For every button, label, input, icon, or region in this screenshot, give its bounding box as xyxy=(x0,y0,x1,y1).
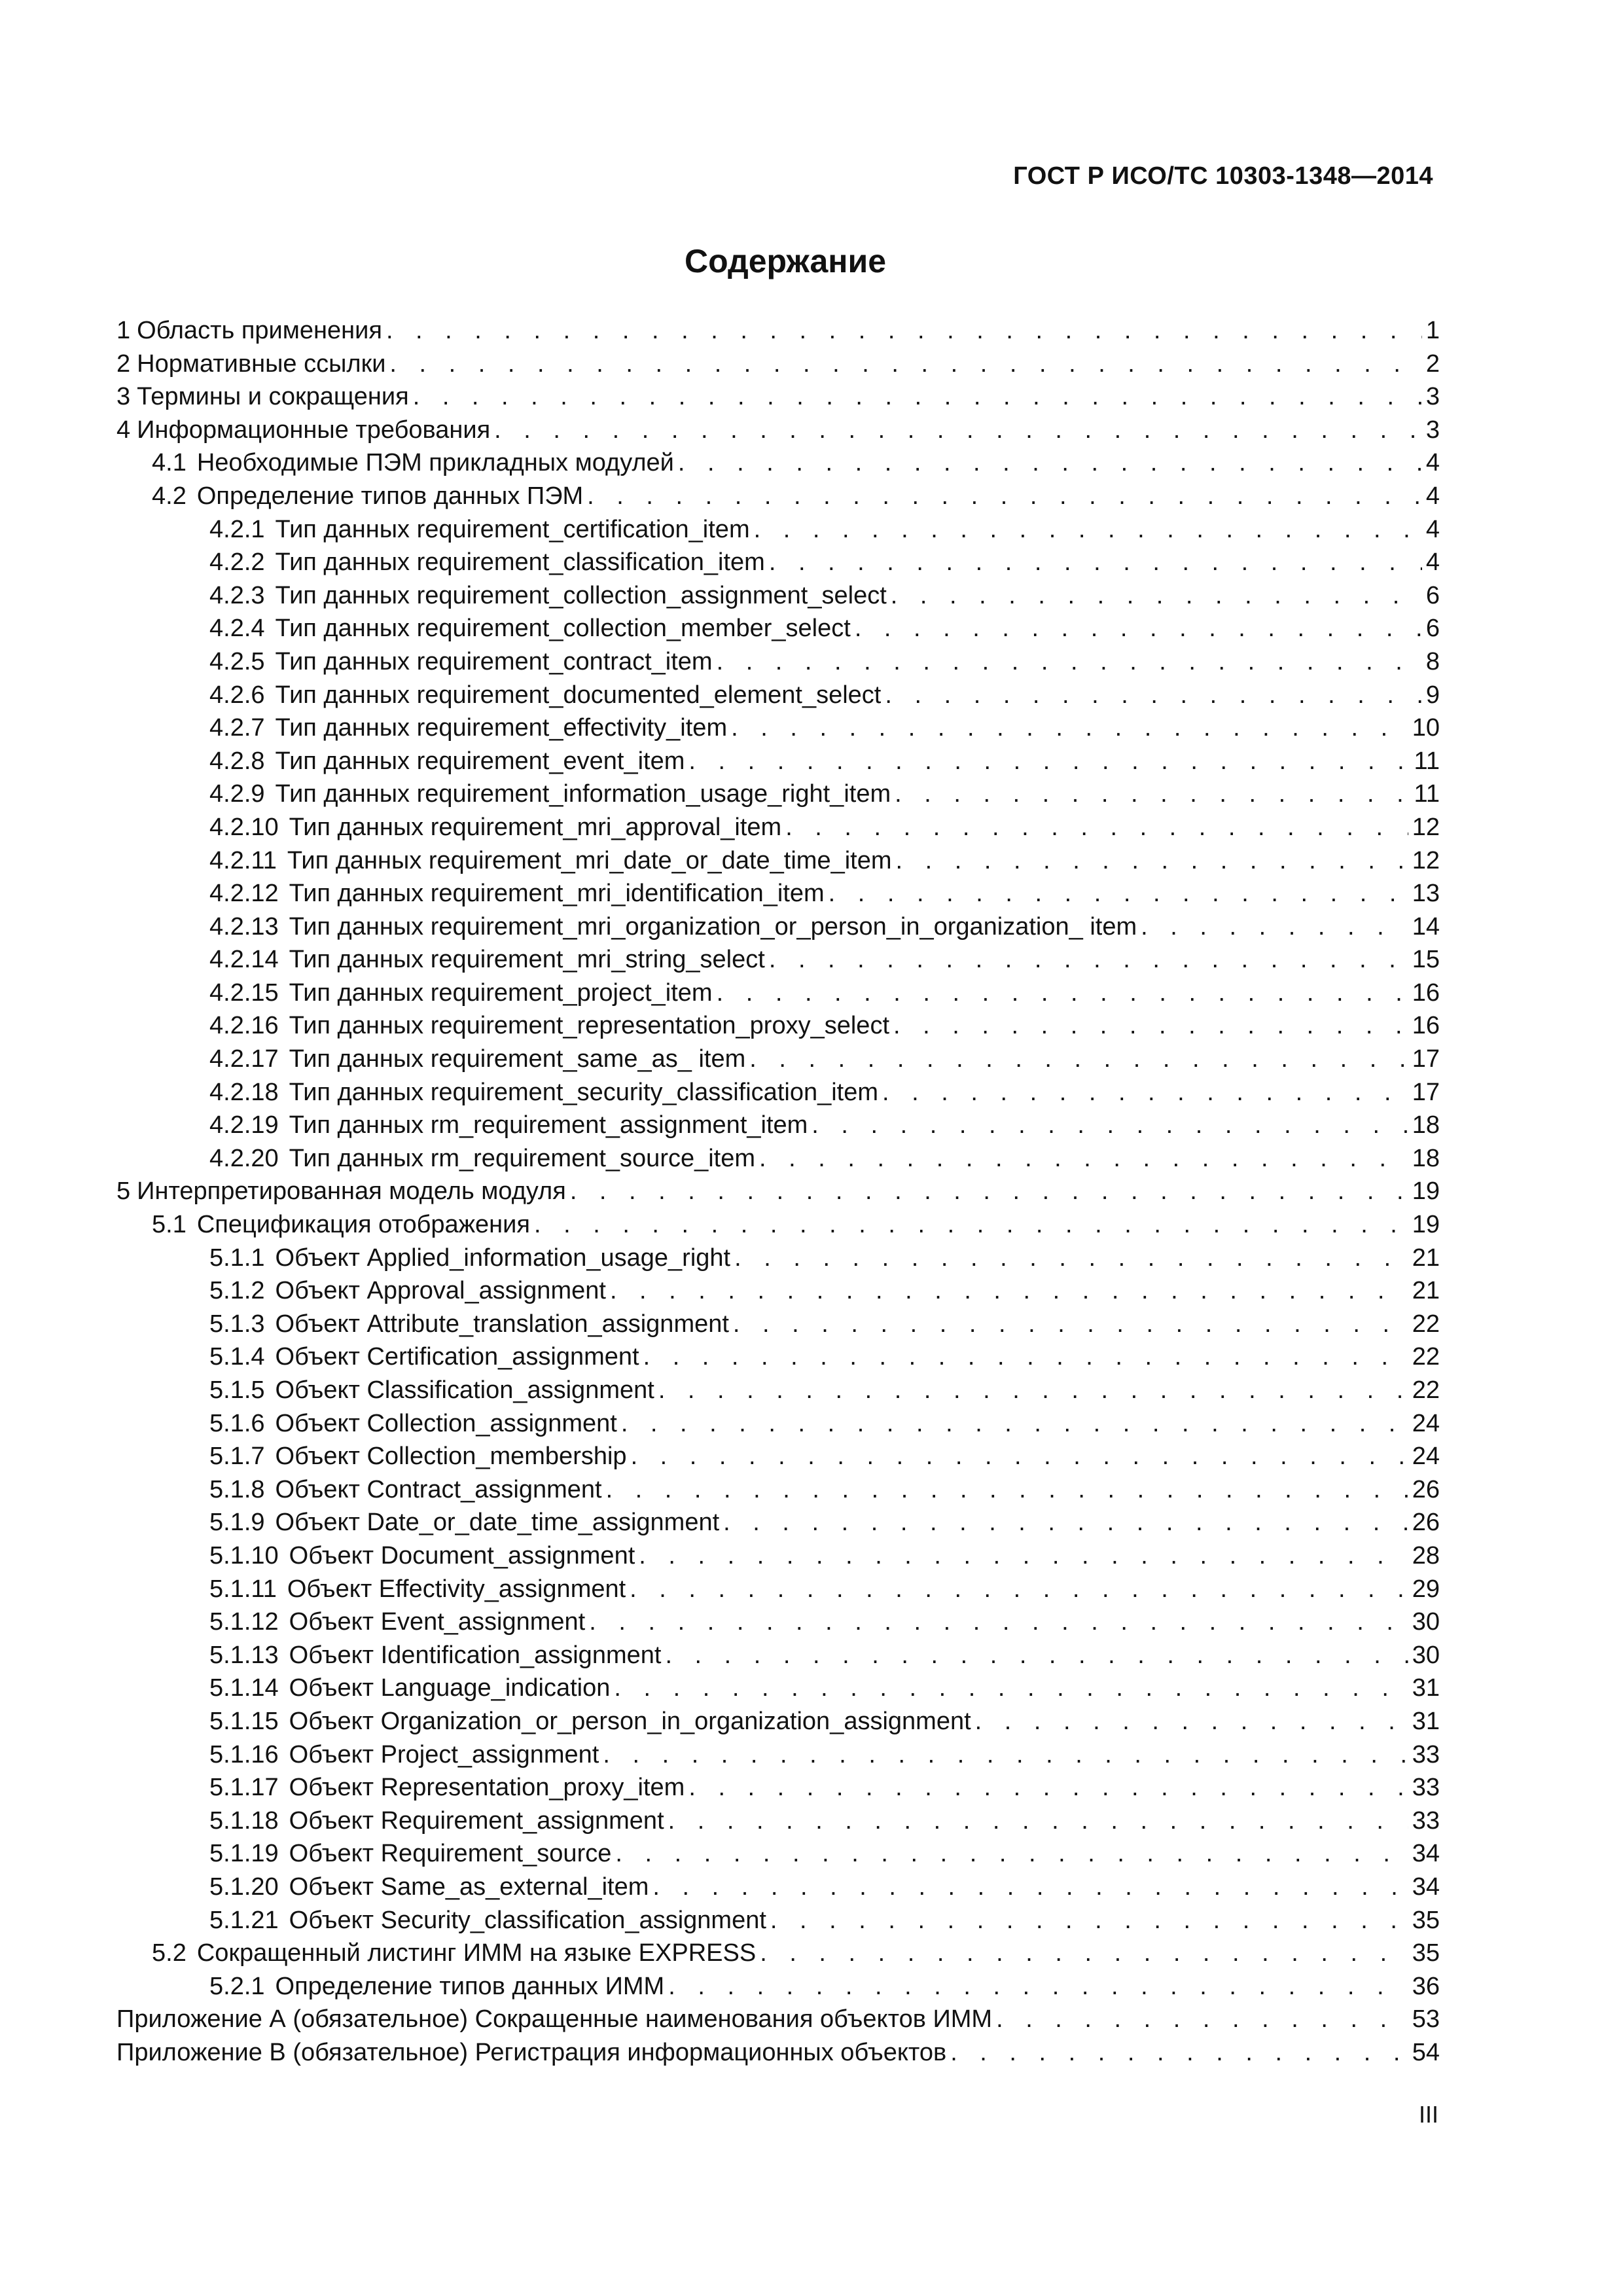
toc-entry-label: Объект Requirement_source xyxy=(289,1840,612,1868)
toc-entry-page: 18 xyxy=(1412,1144,1440,1172)
toc-entry-number: 5.2 xyxy=(152,1939,187,1967)
toc-entry[interactable] xyxy=(116,314,1440,348)
dot-leader xyxy=(570,1175,1408,1208)
dot-leader xyxy=(603,1738,1408,1772)
dot-leader xyxy=(734,1242,1408,1275)
toc-entry-page: 54 xyxy=(1412,2038,1440,2066)
dot-leader xyxy=(639,1539,1408,1573)
toc-entry[interactable] xyxy=(116,1506,1440,1539)
dot-leader xyxy=(614,1672,1408,1705)
toc-entry-page: 33 xyxy=(1412,1774,1440,1802)
toc-entry-page: 22 xyxy=(1412,1310,1440,1338)
toc-entry-number: 4.2.4 xyxy=(209,615,265,643)
toc-entry-number: 4.2.17 xyxy=(209,1045,279,1073)
toc-entry-number: 4.2.20 xyxy=(209,1144,279,1172)
toc-entry[interactable] xyxy=(116,745,1440,778)
toc-entry-page: 17 xyxy=(1412,1045,1440,1073)
toc-entry-number: 5.1.5 xyxy=(209,1376,265,1404)
dot-leader xyxy=(678,446,1422,480)
toc-entry-number: 5.1.2 xyxy=(209,1277,265,1305)
toc-entry[interactable] xyxy=(116,2036,1440,2070)
dot-leader xyxy=(621,1407,1408,1441)
toc-entry[interactable] xyxy=(116,943,1440,977)
toc-entry-number: 4.2.2 xyxy=(209,548,265,577)
dot-leader xyxy=(1141,910,1408,944)
toc-entry-page: 2 xyxy=(1425,350,1440,378)
toc-entry-page: 28 xyxy=(1412,1541,1440,1570)
page-number-footer: III xyxy=(1418,2101,1438,2128)
dot-leader xyxy=(812,1109,1408,1142)
toc-entry-number: 5.2.1 xyxy=(209,1972,265,2000)
dot-leader xyxy=(885,679,1422,712)
dot-leader xyxy=(688,745,1410,778)
toc-entry-page: 34 xyxy=(1412,1873,1440,1901)
toc-entry-label: Объект Security_classification_assignment xyxy=(289,1906,766,1934)
toc-entry-page: 19 xyxy=(1412,1211,1440,1239)
dot-leader xyxy=(891,579,1422,613)
toc-entry[interactable] xyxy=(116,1937,1440,1970)
toc-entry-page: 22 xyxy=(1412,1376,1440,1404)
toc-entry-number: 4.2 xyxy=(152,482,187,510)
toc-entry[interactable] xyxy=(116,1009,1440,1043)
dot-leader xyxy=(615,1837,1408,1871)
toc-entry-label: Тип данных requirement_same_as_ item xyxy=(289,1045,746,1073)
dot-leader xyxy=(950,2036,1408,2070)
toc-entry-label: Тип данных requirement_documented_element_select xyxy=(275,681,882,709)
toc-entry-page: 3 xyxy=(1425,383,1440,411)
toc-entry-number: 1 xyxy=(116,317,131,344)
toc-entry[interactable] xyxy=(116,513,1440,547)
toc-entry-label: Тип данных requirement_certification_item xyxy=(275,515,750,543)
toc-entry-label: Необходимые ПЭМ прикладных модулей xyxy=(196,449,674,477)
toc-entry-label: Тип данных rm_requirement_source_item xyxy=(289,1144,756,1172)
toc-entry[interactable] xyxy=(116,1672,1440,1705)
toc-entry-page: 33 xyxy=(1412,1806,1440,1835)
dot-leader xyxy=(733,1308,1408,1341)
dot-leader xyxy=(606,1473,1408,1507)
toc-entry-number: 5.1.21 xyxy=(209,1906,279,1934)
toc-entry[interactable] xyxy=(116,480,1440,513)
toc-entry-page: 21 xyxy=(1412,1277,1440,1305)
toc-entry-label: Объект Requirement_assignment xyxy=(289,1806,664,1835)
toc-entry[interactable] xyxy=(116,1407,1440,1441)
dot-leader xyxy=(769,943,1408,977)
toc-entry-number: 5.1.16 xyxy=(209,1740,279,1768)
toc-entry-page: 35 xyxy=(1412,1906,1440,1934)
toc-entry[interactable] xyxy=(116,1175,1440,1208)
toc-entry-page: 13 xyxy=(1412,880,1440,908)
toc-entry-number: 5 xyxy=(116,1177,131,1206)
dot-leader xyxy=(975,1705,1408,1738)
dot-leader xyxy=(587,480,1422,513)
toc-entry-number: 4 xyxy=(116,416,131,444)
toc-entry-label: Тип данных requirement_mri_organization_or_person_in_organization_ item xyxy=(289,912,1137,941)
toc-entry-page: 6 xyxy=(1425,581,1440,609)
toc-entry[interactable] xyxy=(116,1142,1440,1175)
toc-entry-page: 16 xyxy=(1412,1012,1440,1040)
toc-entry-label: Приложение В (обязательное) Регистрация информационных объектов xyxy=(116,2038,947,2066)
toc-entry-page: 53 xyxy=(1412,2005,1440,2034)
toc-entry-number: 4.2.3 xyxy=(209,581,265,609)
toc-entry-number: 2 xyxy=(116,350,131,378)
toc-entry[interactable] xyxy=(116,1374,1440,1407)
toc-entry-page: 24 xyxy=(1412,1443,1440,1471)
toc-entry-page: 11 xyxy=(1414,780,1440,808)
toc-entry-label: Тип данных rm_requirement_assignment_item xyxy=(289,1111,808,1139)
toc-entry[interactable] xyxy=(116,1804,1440,1838)
toc-entry-number: 4.1 xyxy=(152,449,187,477)
toc-entry-number: 4.2.6 xyxy=(209,681,265,709)
toc-entry-number: 5.1.20 xyxy=(209,1873,279,1901)
toc-entry-page: 34 xyxy=(1412,1840,1440,1868)
toc-entry-label: Объект Identification_assignment xyxy=(289,1641,662,1669)
dot-leader xyxy=(413,380,1422,414)
toc-entry-label: Объект Organization_or_person_in_organization_assignment xyxy=(289,1707,971,1735)
toc-entry[interactable] xyxy=(116,778,1440,811)
table-of-contents xyxy=(116,314,1440,2069)
toc-entry-page: 22 xyxy=(1412,1343,1440,1371)
dot-leader xyxy=(770,1904,1408,1937)
toc-entry-number: 4.2.9 xyxy=(209,780,265,808)
toc-entry[interactable] xyxy=(116,645,1440,679)
dot-leader xyxy=(589,1605,1408,1639)
toc-entry-label: Объект Collection_assignment xyxy=(275,1409,617,1437)
toc-entry-number: 5.1.13 xyxy=(209,1641,279,1669)
toc-entry[interactable] xyxy=(116,1573,1440,1606)
toc-entry-page: 6 xyxy=(1425,615,1440,643)
toc-entry-number: 5.1.1 xyxy=(209,1244,265,1272)
toc-entry-page: 4 xyxy=(1425,515,1440,543)
toc-entry-label: Объект Project_assignment xyxy=(289,1740,599,1768)
toc-entry-page: 30 xyxy=(1412,1608,1440,1636)
toc-entry-label: Интерпретированная модель модуля xyxy=(137,1177,566,1206)
toc-entry[interactable] xyxy=(116,1043,1440,1076)
toc-entry[interactable] xyxy=(116,1440,1440,1473)
dot-leader xyxy=(643,1340,1408,1374)
toc-entry-label: Тип данных requirement_project_item xyxy=(289,978,713,1007)
page-title: Содержание xyxy=(684,243,887,279)
toc-entry-label: Спецификация отображения xyxy=(196,1211,530,1239)
toc-entry-label: Объект Classification_assignment xyxy=(275,1376,654,1404)
toc-entry-page: 36 xyxy=(1412,1972,1440,2000)
toc-entry-page: 17 xyxy=(1412,1078,1440,1106)
dot-leader xyxy=(668,1804,1408,1838)
dot-leader xyxy=(389,348,1421,381)
toc-entry-number: 4.2.12 xyxy=(209,880,279,908)
dot-leader xyxy=(688,1771,1408,1804)
dot-leader xyxy=(829,877,1408,910)
toc-entry-page: 18 xyxy=(1412,1111,1440,1139)
toc-entry-number: 5.1.12 xyxy=(209,1608,279,1636)
toc-entry-page: 11 xyxy=(1414,747,1440,775)
dot-leader xyxy=(631,1440,1408,1473)
toc-entry-label: Тип данных requirement_mri_string_select xyxy=(289,946,765,974)
toc-entry-label: Объект Contract_assignment xyxy=(275,1475,602,1503)
toc-entry-number: 4.2.1 xyxy=(209,515,265,543)
toc-entry[interactable] xyxy=(116,1904,1440,1937)
dot-leader xyxy=(895,778,1410,811)
toc-entry[interactable] xyxy=(116,1308,1440,1341)
toc-entry-number: 5.1.14 xyxy=(209,1674,279,1702)
toc-entry-number: 5.1.3 xyxy=(209,1310,265,1338)
toc-entry[interactable] xyxy=(116,679,1440,712)
toc-entry-label: Сокращенный листинг ИММ на языке EXPRESS xyxy=(196,1939,757,1967)
toc-entry-page: 3 xyxy=(1425,416,1440,444)
dot-leader xyxy=(731,711,1408,745)
toc-entry-page: 4 xyxy=(1425,548,1440,577)
toc-entry-number: 4.2.14 xyxy=(209,946,279,974)
toc-entry-label: Объект Document_assignment xyxy=(289,1541,635,1570)
toc-entry-page: 33 xyxy=(1412,1740,1440,1768)
toc-entry-label: Объект Same_as_external_item xyxy=(289,1873,649,1901)
toc-entry-label: Объект Approval_assignment xyxy=(275,1277,606,1305)
toc-entry[interactable] xyxy=(116,1473,1440,1507)
toc-entry[interactable] xyxy=(116,844,1440,878)
toc-entry-label: Нормативные ссылки xyxy=(137,350,386,378)
dot-leader xyxy=(896,844,1408,878)
dot-leader xyxy=(749,1043,1408,1076)
toc-entry-label: Объект Date_or_date_time_assignment xyxy=(275,1509,720,1537)
dot-leader xyxy=(723,1506,1408,1539)
toc-entry-number: 5.1.4 xyxy=(209,1343,265,1371)
toc-entry-label: Термины и сокращения xyxy=(137,383,409,411)
toc-entry-number: 4.2.10 xyxy=(209,813,279,841)
toc-entry-page: 1 xyxy=(1425,317,1440,344)
toc-entry[interactable] xyxy=(116,546,1440,579)
toc-entry[interactable] xyxy=(116,1871,1440,1904)
toc-entry-page: 30 xyxy=(1412,1641,1440,1669)
toc-entry-number: 5.1.6 xyxy=(209,1409,265,1437)
toc-entry-number: 4.2.5 xyxy=(209,647,265,675)
toc-entry-label: Тип данных requirement_collection_assignment_select xyxy=(275,581,887,609)
toc-entry-number: 5.1.9 xyxy=(209,1509,265,1537)
toc-entry[interactable] xyxy=(116,1539,1440,1573)
dot-leader xyxy=(882,1076,1408,1109)
toc-entry-page: 31 xyxy=(1412,1674,1440,1702)
toc-entry-number: 5.1.7 xyxy=(209,1443,265,1471)
toc-entry[interactable] xyxy=(116,977,1440,1010)
toc-entry-page: 21 xyxy=(1412,1244,1440,1272)
toc-entry-page: 26 xyxy=(1412,1509,1440,1537)
toc-entry-number: 5.1.17 xyxy=(209,1774,279,1802)
toc-entry-page: 29 xyxy=(1412,1575,1440,1603)
toc-entry-label: Объект Applied_information_usage_right xyxy=(275,1244,731,1272)
toc-entry-label: Объект Collection_membership xyxy=(275,1443,627,1471)
toc-entry[interactable] xyxy=(116,1771,1440,1804)
toc-entry-page: 12 xyxy=(1412,813,1440,841)
toc-entry-page: 19 xyxy=(1412,1177,1440,1206)
toc-entry-label: Тип данных requirement_mri_date_or_date_time_item xyxy=(287,846,892,874)
toc-entry-page: 26 xyxy=(1412,1475,1440,1503)
toc-entry-number: 4.2.19 xyxy=(209,1111,279,1139)
toc-entry-page: 12 xyxy=(1412,846,1440,874)
dot-leader xyxy=(717,977,1408,1010)
toc-entry-label: Тип данных requirement_collection_member_select xyxy=(275,615,851,643)
toc-entry-number: 4.2.16 xyxy=(209,1012,279,1040)
toc-entry-page: 16 xyxy=(1412,978,1440,1007)
dot-leader xyxy=(630,1573,1408,1606)
toc-entry[interactable] xyxy=(116,348,1440,381)
dot-leader xyxy=(610,1274,1408,1308)
toc-entry-label: Определение типов данных ИММ xyxy=(275,1972,665,2000)
toc-entry[interactable] xyxy=(116,711,1440,745)
toc-entry[interactable] xyxy=(116,446,1440,480)
toc-entry-label: Объект Effectivity_assignment xyxy=(287,1575,626,1603)
toc-entry-number: 5.1 xyxy=(152,1211,187,1239)
toc-entry[interactable] xyxy=(116,1738,1440,1772)
toc-entry-label: Приложение А (обязательное) Сокращенные наименования объектов ИММ xyxy=(116,2005,993,2034)
toc-entry-number: 4.2.15 xyxy=(209,978,279,1007)
toc-entry-page: 8 xyxy=(1425,647,1440,675)
dot-leader xyxy=(534,1208,1408,1242)
dot-leader xyxy=(785,811,1408,844)
toc-entry[interactable] xyxy=(116,1837,1440,1871)
toc-entry-page: 10 xyxy=(1412,714,1440,742)
toc-entry-page: 4 xyxy=(1425,449,1440,477)
toc-entry-number: 4.2.11 xyxy=(209,846,277,874)
toc-entry[interactable] xyxy=(116,910,1440,944)
dot-leader xyxy=(494,414,1422,447)
toc-entry[interactable] xyxy=(116,1639,1440,1672)
toc-entry-number: 5.1.19 xyxy=(209,1840,279,1868)
toc-entry-number: 5.1.11 xyxy=(209,1575,277,1603)
toc-entry-label: Объект Representation_proxy_item xyxy=(289,1774,685,1802)
toc-entry-page: 35 xyxy=(1412,1939,1440,1967)
toc-entry[interactable] xyxy=(116,380,1440,414)
toc-entry-page: 14 xyxy=(1412,912,1440,941)
dot-leader xyxy=(658,1374,1408,1407)
toc-entry-number: 4.2.7 xyxy=(209,714,265,742)
toc-entry-number: 5.1.8 xyxy=(209,1475,265,1503)
toc-entry-label: Область применения xyxy=(137,317,382,344)
toc-entry-number: 5.1.18 xyxy=(209,1806,279,1835)
toc-entry-label: Тип данных requirement_representation_proxy_select xyxy=(289,1012,889,1040)
toc-entry-label: Объект Language_indication xyxy=(289,1674,611,1702)
toc-entry-label: Тип данных requirement_effectivity_item xyxy=(275,714,728,742)
toc-entry-page: 15 xyxy=(1412,946,1440,974)
toc-entry-page: 4 xyxy=(1425,482,1440,510)
toc-entry-label: Тип данных requirement_contract_item xyxy=(275,647,713,675)
toc-entry[interactable] xyxy=(116,1208,1440,1242)
dot-leader xyxy=(652,1871,1408,1904)
toc-entry-number: 5.1.15 xyxy=(209,1707,279,1735)
toc-entry-page: 31 xyxy=(1412,1707,1440,1735)
toc-entry-label: Тип данных requirement_classification_item xyxy=(275,548,765,577)
dot-leader xyxy=(855,612,1422,645)
dot-leader xyxy=(717,645,1422,679)
toc-entry-label: Тип данных requirement_security_classification_item xyxy=(289,1078,879,1106)
toc-entry[interactable] xyxy=(116,612,1440,645)
toc-entry-page: 9 xyxy=(1425,681,1440,709)
toc-entry[interactable] xyxy=(116,1605,1440,1639)
toc-entry[interactable] xyxy=(116,1076,1440,1109)
toc-entry-label: Тип данных requirement_information_usage_right_item xyxy=(275,780,891,808)
toc-entry-label: Тип данных requirement_mri_approval_item xyxy=(289,813,782,841)
toc-entry-label: Объект Attribute_translation_assignment xyxy=(275,1310,729,1338)
toc-entry-label: Объект Event_assignment xyxy=(289,1608,586,1636)
toc-entry[interactable] xyxy=(116,1705,1440,1738)
toc-entry-number: 3 xyxy=(116,383,131,411)
toc-entry[interactable] xyxy=(116,414,1440,447)
toc-entry[interactable] xyxy=(116,579,1440,613)
dot-leader xyxy=(893,1009,1408,1043)
toc-entry-label: Тип данных requirement_event_item xyxy=(275,747,685,775)
toc-entry-page: 24 xyxy=(1412,1409,1440,1437)
dot-leader xyxy=(769,546,1422,579)
toc-entry-label: Определение типов данных ПЭМ xyxy=(196,482,584,510)
toc-entry-label: Информационные требования xyxy=(137,416,491,444)
toc-entry[interactable] xyxy=(116,2003,1440,2036)
toc-entry[interactable] xyxy=(116,1274,1440,1308)
dot-leader xyxy=(386,314,1422,348)
dot-leader xyxy=(996,2003,1408,2036)
toc-entry[interactable] xyxy=(116,1109,1440,1142)
toc-entry-number: 4.2.13 xyxy=(209,912,279,941)
toc-entry-number: 5.1.10 xyxy=(209,1541,279,1570)
dot-leader xyxy=(668,1970,1408,2003)
toc-entry[interactable] xyxy=(116,811,1440,844)
dot-leader xyxy=(760,1937,1408,1970)
toc-entry[interactable] xyxy=(116,1242,1440,1275)
standard-designation: ГОСТ Р ИСО/ТС 10303-1348—2014 xyxy=(1013,162,1433,190)
dot-leader xyxy=(759,1142,1408,1175)
dot-leader xyxy=(665,1639,1408,1672)
toc-entry-label: Тип данных requirement_mri_identification_item xyxy=(289,880,825,908)
toc-entry-number: 4.2.8 xyxy=(209,747,265,775)
toc-entry-label: Объект Certification_assignment xyxy=(275,1343,639,1371)
toc-entry[interactable] xyxy=(116,877,1440,910)
toc-entry-number: 4.2.18 xyxy=(209,1078,279,1106)
toc-entry[interactable] xyxy=(116,1340,1440,1374)
dot-leader xyxy=(754,513,1422,547)
toc-entry[interactable] xyxy=(116,1970,1440,2003)
